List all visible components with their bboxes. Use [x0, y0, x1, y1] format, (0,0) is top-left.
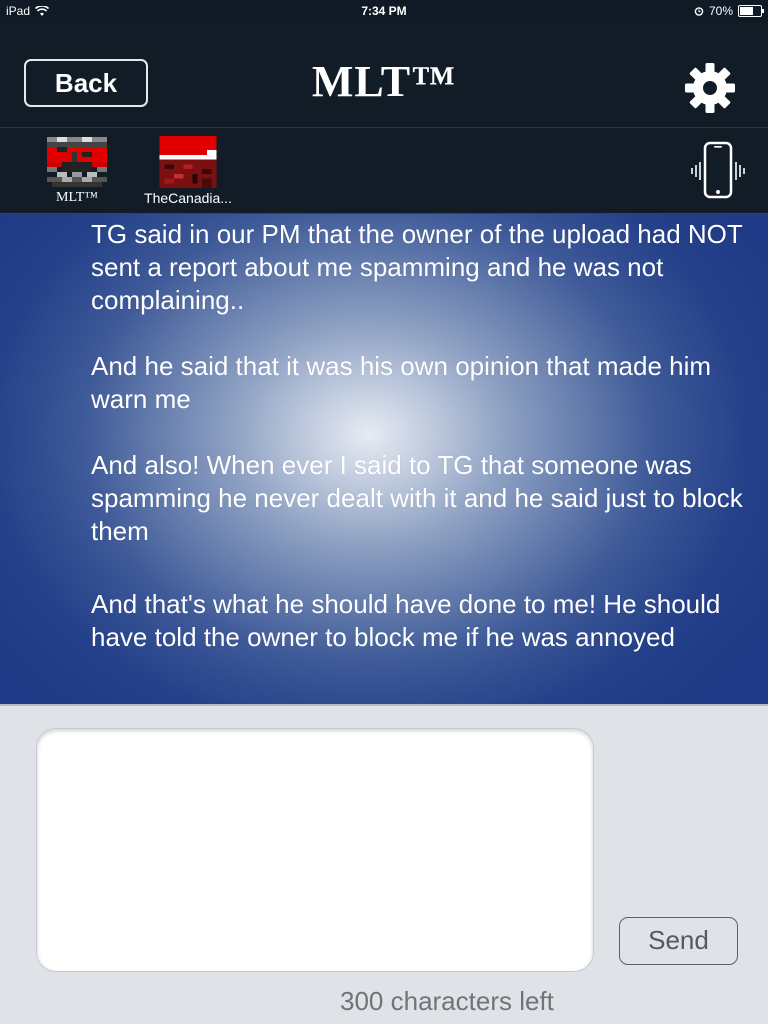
user-item[interactable] — [128, 136, 248, 206]
message-input[interactable] — [36, 728, 594, 972]
page-title: MLT™ — [311, 57, 457, 106]
message-paragraph: TG said in our PM that the owner of the upload had NOT sent a report about me spamming and he was not complaining.. — [91, 219, 743, 315]
battery-fill — [740, 7, 753, 15]
alarm-icon — [694, 6, 704, 16]
user-name: TheCanadia... — [144, 190, 232, 206]
message-text — [91, 218, 756, 687]
message-paragraph: And also! When ever I said to TG that someone was spamming he never dealt with it and he said just to block them — [91, 450, 743, 546]
user-item[interactable] — [40, 136, 114, 206]
users-strip — [0, 128, 768, 214]
send-button[interactable]: Send — [619, 917, 738, 965]
user-name: MLT™ — [56, 190, 98, 205]
message-paragraph: And he said that it was his own opinion that made him warn me — [91, 351, 712, 414]
status-right — [694, 4, 762, 18]
battery-percent: 70% — [708, 4, 733, 18]
user-avatar-thecanadia — [159, 136, 217, 188]
device-label: iPad — [6, 4, 31, 18]
back-button[interactable]: Back — [24, 59, 148, 107]
message-paragraph: And that's what he should have done to me! He should have told the owner to block me if he was annoyed — [91, 589, 721, 652]
message-area[interactable] — [0, 214, 768, 704]
gear-icon[interactable] — [682, 60, 738, 116]
vibrate-phone-icon[interactable] — [690, 140, 746, 202]
status-bar — [0, 0, 768, 22]
nav-bar — [0, 22, 768, 128]
status-time: 7:34 PM — [361, 4, 407, 18]
compose-area — [0, 704, 768, 1024]
battery-icon — [738, 5, 762, 17]
characters-left-counter: 300 characters left — [340, 986, 554, 1016]
user-avatar-mlt — [47, 136, 107, 188]
